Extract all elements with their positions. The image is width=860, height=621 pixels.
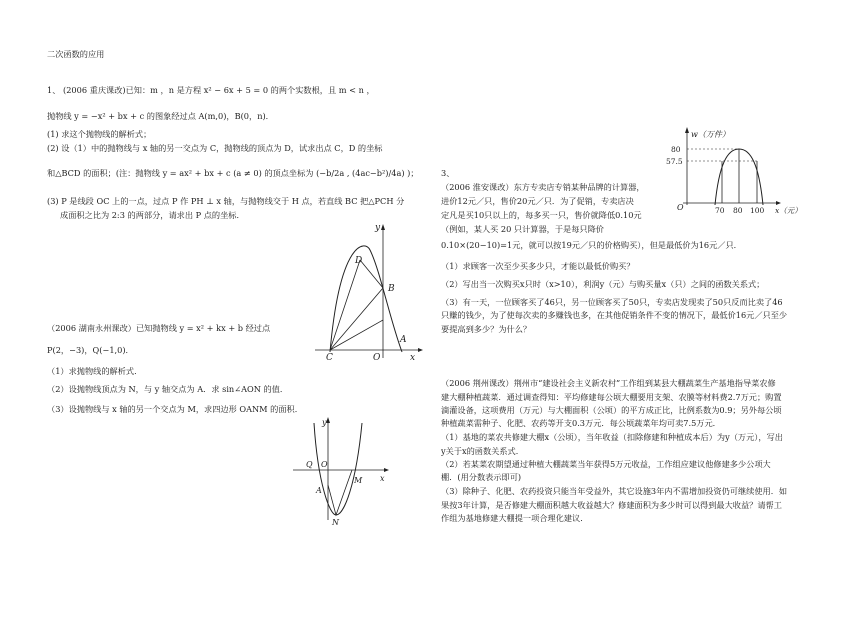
q3-label-w: w（万件） (691, 130, 730, 139)
q1-line-3: (1) 求这个抛物线的解析式； (47, 129, 152, 139)
q3-label-80: 80 (671, 145, 681, 154)
q3-line-5: 0.10×(20−10)=1元，就可以按19元／只的价格购买），但是最低价为16元／只． (441, 240, 742, 250)
section-heading: 二次函数的应用 (47, 49, 105, 59)
q1-line-5: 和△BCD 的面积；(注：抛物线 y = ax² + bx + c (a ≠ 0) 的顶点坐标为 (−b/2a , (4ac−b²)/4a) )； (47, 168, 419, 178)
q3-label-70: 70 (715, 206, 725, 215)
q3-line-7: （2）写出当一次购买x只时（x>10），利润y（元）与购买量x（只）之间的函数关系式； (441, 279, 765, 289)
q3-number: 3、 (441, 168, 455, 178)
q1-parabola-figure (310, 220, 425, 360)
q4-line-7: （2）若某菜农期望通过种植大棚蔬菜当年获得5万元收益，工作组应建议他修建多少公项大 (441, 459, 771, 469)
q2-parabola-figure (290, 415, 390, 525)
q3-line-8: （3）有一天，一位顾客买了46只，另一位顾客买了50只，专卖店发现卖了50只反而比卖了46 (441, 297, 783, 307)
q4-line-1: （2006 荆州课改）荆州市“建设社会主义新农村”工作组到某县大棚蔬菜生产基地指导菜农修 (441, 378, 776, 388)
q4-line-4: 种植蔬菜需种子、化肥、农药等开支0.3万元．每公顷蔬菜年均可卖7.5万元． (441, 418, 721, 428)
q1-label-c: C (326, 353, 333, 360)
q1-segment-inner (330, 320, 383, 350)
q2-label-x: x (380, 474, 385, 483)
q1-y-arrow (381, 224, 385, 230)
q2-label-n: N (332, 518, 339, 525)
q3-line-2: 进价12元／只，售价20元／只．为了促销，专卖店决 (441, 196, 634, 206)
q1-line-1: 1、 (2006 重庆课改)已知：m ，n 是方程 x² − 6x + 5 = 0 的两个实数根，且 m < n ， (47, 85, 375, 95)
q1-segment-cd (330, 260, 360, 350)
q2-label-m: M (354, 476, 363, 485)
q3-line-6: （1）求顾客一次至少买多少只，才能以最低价购买？ (441, 261, 635, 271)
q2-y-arrow (326, 417, 330, 423)
q2-label-a: A (316, 486, 322, 495)
q2-x-arrow (384, 468, 389, 472)
q3-line-9: 只赚的钱少，为了使每次卖的多赚钱也多，在其他促销条件不变的情况下，最低价16元／只至少 (441, 310, 788, 320)
q1-parabola-curve (330, 246, 402, 352)
q1-segment-db (360, 260, 383, 288)
q3-label-x: x（元） (775, 206, 802, 215)
q4-line-2: 建大棚种植蔬菜．通过调查得知：平均修建每公顷大棚要用支架、农膜等材料费2.7万元；购置 (441, 392, 782, 402)
q2-label-o: O (321, 460, 328, 469)
q4-line-10: 果按3年计算，是否修建大棚面积越大收益越大？修建面积为多少时可以得到最大收益？请帮工 (441, 500, 782, 510)
q3-x-arrow (776, 201, 781, 205)
q2-label-y: y (322, 418, 327, 427)
q4-line-6: y关于x的函数关系式． (441, 446, 524, 456)
q3-label-100: 100 (750, 206, 765, 215)
q3-parabola-figure (665, 125, 815, 215)
q1-label-a: A (400, 335, 407, 345)
q1-x-arrow (418, 348, 423, 352)
q4-line-11: 作组为基地修建大棚提一项合理化建议． (441, 513, 589, 523)
q3-label-575: 57.5 (666, 157, 683, 166)
q1-label-d: D (355, 256, 363, 266)
q1-label-y: y (375, 223, 381, 233)
q1-line-2: 抛物线 y = −x² + bx + c 的图象经过点 A(m,0)，B(0，n)． (47, 111, 274, 121)
q3-line-3: 定凡是买10只以上的，每多买一只，售价就降低0.10元 (441, 210, 642, 220)
q2-line-4: （2）设抛物线顶点为 N，与 y 轴交点为 A．求 sin∠AON 的值． (47, 384, 289, 394)
q1-line-7: 成面积之比为 2:3 的两部分，请求出 P 点的坐标． (60, 210, 245, 220)
q2-parabola-curve (314, 423, 362, 515)
q1-line-4: (2) 设（1）中的抛物线与 x 轴的另一交点为 C，抛物线的顶点为 D，试求出点 C，D 的坐标 (47, 143, 383, 153)
q3-line-4: （例如，某人买 20 只计算器，于是每只降价 (441, 224, 604, 234)
q4-line-5: （1）基地的菜农共修建大棚x（公顷），当年收益（扣除修建和种植成本后）为y（万元），写出 (441, 432, 783, 442)
q2-line-2: P(2，−3)，Q(−1,0)． (47, 345, 134, 355)
q1-label-x: x (410, 353, 416, 360)
q3-line-10: 要提高到多少？为什么？ (441, 324, 532, 334)
q4-line-3: 滴灌设备，这项费用（万元）与大棚面积（公顷）的平方成正比，比例系数为0.9；另外每公顷 (441, 405, 782, 415)
q2-line-1: （2006 湖南永州课改）已知抛物线 y = x² + kx + b 经过点 (47, 323, 271, 333)
q1-label-o: O (373, 353, 381, 360)
q4-line-8: 棚．(用分数表示即可) (441, 472, 522, 482)
q3-label-x80: 80 (733, 206, 743, 215)
q3-y-arrow (685, 127, 689, 133)
q2-label-q: Q (306, 460, 313, 469)
q4-line-9: （3）除种子、化肥、农药投资只能当年受益外，其它设施3年内不需增加投资仍可继续使用．如 (441, 486, 788, 496)
q2-line-3: （1）求抛物线的解析式． (47, 366, 143, 376)
q2-line-5: （3）设抛物线与 x 轴的另一个交点为 M，求四边形 OANM 的面积． (47, 404, 303, 414)
q2-quadrilateral-edges (328, 470, 352, 515)
q3-line-1: （2006 淮安课改）东方专卖店专销某种品牌的计算器， (441, 182, 645, 192)
q1-label-b: B (388, 284, 395, 294)
q3-label-o: O (677, 203, 684, 212)
q1-line-6: (3) P 是线段 OC 上的一点，过点 P 作 PH ⊥ x 轴，与抛物线交于 H 点，若直线 BC 把△PCH 分 (47, 196, 405, 206)
